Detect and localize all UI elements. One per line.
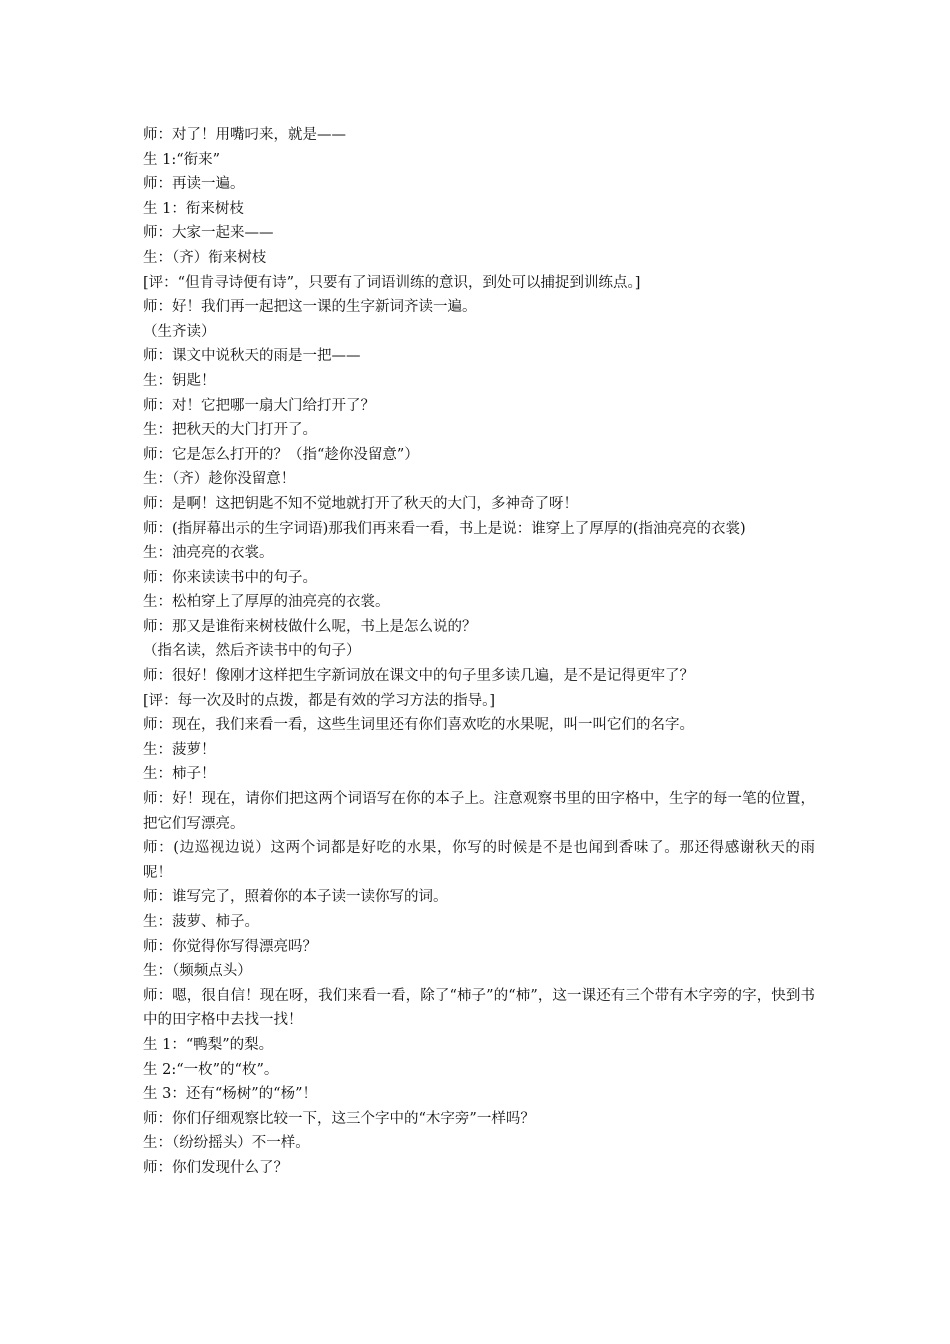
- text-line: 师：是啊！这把钥匙不知不觉地就打开了秋天的大门，多神奇了呀！: [143, 495, 578, 512]
- text-line: 生 1：“鸭梨”的梨。: [143, 1036, 274, 1053]
- text-line: 生：菠萝！: [143, 741, 216, 758]
- text-line: 生 2:“一枚”的“枚”。: [143, 1061, 279, 1078]
- text-line: 生：（齐）趁你没留意！: [143, 471, 296, 488]
- text-line: （生齐读）: [143, 323, 216, 340]
- text-line: 师：(指屏幕出示的生字词语)那我们再来看一看，书上是说：谁穿上了厚厚的(指油亮亮的衣裳): [143, 520, 746, 537]
- text-line: 生：（齐）衔来树枝: [143, 249, 267, 266]
- text-line: 师：(边巡视边说）这两个词都是好吃的水果，你写的时候是不是也闻到香味了。那还得感谢秋天的雨呢！: [143, 840, 815, 881]
- text-line: 生：（频频点头）: [143, 963, 252, 980]
- text-line: 师：你们发现什么了？: [143, 1159, 288, 1176]
- document-body: [143, 123, 815, 1181]
- text-line: 师：它是怎么打开的？（指“趁你没留意”）: [143, 446, 419, 463]
- text-line: 师：好！现在，请你们把这两个词语写在你的本子上。注意观察书里的田字格中，生字的每一笔的位置，把它们写漂亮。: [143, 791, 815, 832]
- text-line: 生：把秋天的大门打开了。: [143, 422, 317, 439]
- text-line: 生 1：衔来树枝: [143, 200, 244, 217]
- text-line: 生：柿子！: [143, 766, 216, 783]
- text-line: 生：松柏穿上了厚厚的油亮亮的衣裳。: [143, 594, 390, 611]
- text-line: 师：谁写完了，照着你的本子读一读你写的词。: [143, 889, 448, 906]
- text-line: 师：对！它把哪一扇大门给打开了？: [143, 397, 375, 414]
- text-line: 生：菠萝、柿子。: [143, 914, 259, 930]
- text-line: 师：那又是谁衔来树枝做什么呢，书上是怎么说的？: [143, 618, 477, 635]
- text-line: 生：（纷纷摇头）不一样。: [143, 1135, 310, 1152]
- comment-line: [评：“但肯寻诗便有诗”，只要有了词语训练的意识，到处可以捕捉到训练点。]: [143, 274, 641, 291]
- text-line: （指名读，然后齐读书中的句子）: [143, 643, 361, 660]
- text-line: 生：油亮亮的衣裳。: [143, 545, 274, 562]
- text-line: 师：现在，我们来看一看，这些生词里还有你们喜欢吃的水果呢，叫一叫它们的名字。: [143, 717, 694, 734]
- comment-line: [评：每一次及时的点拨，都是有效的学习方法的指导。]: [143, 692, 496, 709]
- text-line: 师：嗯，很自信！现在呀，我们来看一看，除了“柿子”的“柿”，这一课还有三个带有木字旁的字，快到书中的田字格中去找一找！: [143, 987, 815, 1029]
- text-line: 师：很好！像刚才这样把生字新词放在课文中的句子里多读几遍，是不是记得更牢了？: [143, 668, 694, 685]
- text-line: 师：大家一起来——: [143, 225, 274, 242]
- text-line: 生 1:“衔来”: [143, 151, 221, 168]
- text-line: 师：你们仔细观察比较一下，这三个字中的“木字旁”一样吗？: [143, 1110, 535, 1127]
- text-line: 师：对了！用嘴叼来，就是——: [143, 127, 346, 143]
- text-line: 师：再读一遍。: [143, 176, 245, 193]
- text-line: 师：好！我们再一起把这一课的生字新词齐读一遍。: [143, 299, 477, 316]
- text-line: 师：你觉得你写得漂亮吗？: [143, 938, 317, 955]
- text-line: 生：钥匙！: [143, 372, 216, 389]
- text-line: 师：你来读读书中的句子。: [143, 569, 317, 586]
- text-line: 生 3：还有“杨树”的“杨”！: [143, 1086, 317, 1103]
- text-line: 师：课文中说秋天的雨是一把——: [143, 348, 361, 365]
